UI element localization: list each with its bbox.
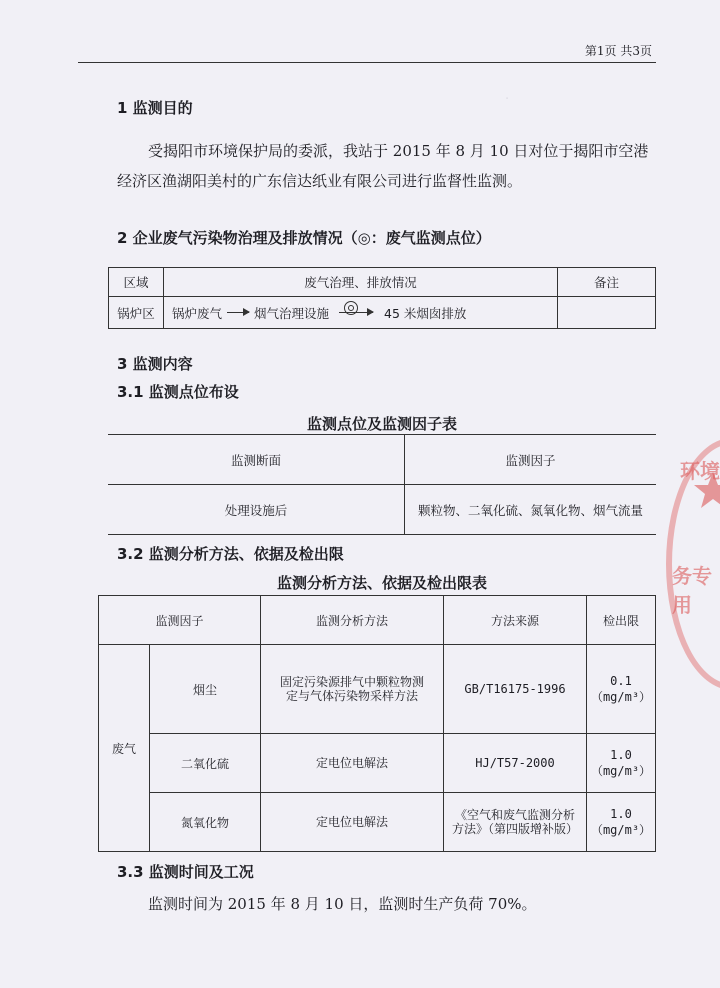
section3-3-heading: 3.3 监测时间及工况 [117, 863, 254, 881]
table-header-cell: 监测分析方法 [261, 596, 444, 645]
method-cell: 定电位电解法 [261, 793, 444, 852]
flow-step: 烟气治理设施 [254, 305, 330, 321]
category-cell: 废气 [99, 645, 150, 852]
limit-cell: 0.1（mg/m³） [587, 645, 656, 734]
section3-3-paragraph: 监测时间为 2015 年 8 月 10 日，监测时生产负荷 70%。 [148, 895, 537, 913]
table-cell: 颗粒物、二氧化硫、氮氧化物、烟气流量 [405, 485, 657, 535]
emission-table [108, 267, 656, 329]
limit-cell: 1.0（mg/m³） [587, 793, 656, 852]
table-header-cell: 区域 [109, 268, 164, 297]
limit-cell: 1.0（mg/m³） [587, 734, 656, 793]
note-cell [558, 297, 656, 329]
page-header [78, 38, 656, 63]
table-header-cell: 监测因子 [405, 435, 657, 485]
table-title: 监测分析方法、依据及检出限表 [276, 574, 487, 592]
show-through-mark: · [505, 92, 510, 107]
page-number: 第1页 共3页 [584, 44, 652, 58]
stamp-text: 务专用 [672, 564, 712, 617]
method-table [98, 595, 656, 852]
section3-heading: 3 监测内容 [117, 355, 193, 373]
table-header-cell: 检出限 [587, 596, 656, 645]
table-cell: 处理设施后 [108, 485, 405, 535]
flow-cell [164, 297, 558, 329]
table-header-cell: 监测断面 [108, 435, 405, 485]
flow-step: 锅炉废气 [172, 305, 223, 321]
section3-2-heading: 3.2 监测分析方法、依据及检出限 [117, 545, 344, 563]
section2-heading: 2 企业废气污染物治理及排放情况（◎：废气监测点位） [117, 229, 491, 247]
factor-cell: 烟尘 [150, 645, 261, 734]
monitoring-point-icon [344, 301, 358, 315]
factor-cell: 二氧化硫 [150, 734, 261, 793]
monitoring-point-table [108, 434, 656, 535]
source-cell: 《空气和废气监测分析方法》（第四版增补版） [444, 793, 587, 852]
flow-step: 45 米烟囱排放 [384, 305, 467, 321]
stamp-text: 环境 [680, 459, 720, 483]
method-cell: 定电位电解法 [261, 734, 444, 793]
source-cell: GB/T16175-1996 [444, 645, 587, 734]
section1-heading: 1 监测目的 [117, 99, 193, 117]
area-cell: 锅炉区 [109, 297, 164, 329]
source-cell: HJ/T57-2000 [444, 734, 587, 793]
seal-star-icon [693, 470, 720, 510]
factor-cell: 氮氧化物 [150, 793, 261, 852]
table-header-cell: 监测因子 [99, 596, 261, 645]
table-title: 监测点位及监测因子表 [306, 415, 457, 433]
table-header-cell: 废气治理、排放情况 [164, 268, 558, 297]
table-header-cell: 备注 [558, 268, 656, 297]
table-header-cell: 方法来源 [444, 596, 587, 645]
arrow-icon [227, 312, 249, 313]
method-cell: 固定污染源排气中颗粒物测定与气体污染物采样方法 [261, 645, 444, 734]
section1-paragraph: 受揭阳市环境保护局的委派，我站于 2015 年 8 月 10 日对位于揭阳市空港经济区渔湖阳美村的广东信达纸业有限公司进行监督性监测。 [117, 142, 649, 190]
section3-1-heading: 3.1 监测点位布设 [117, 383, 239, 401]
